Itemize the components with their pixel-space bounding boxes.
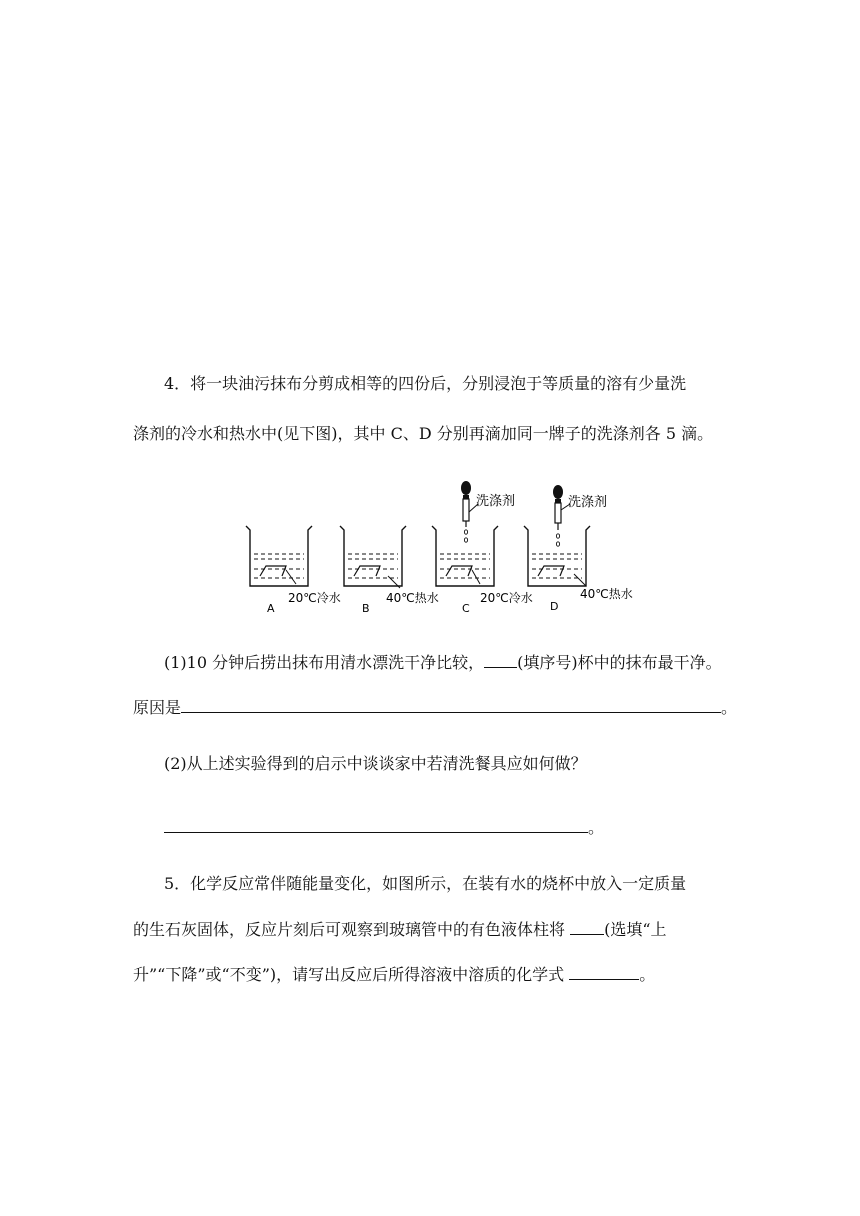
beaker-d — [524, 526, 590, 586]
beaker-c-letter: C — [462, 602, 470, 615]
q4-sub2: (2)从上述实验得到的启示中谈谈家中若清洗餐具应如何做？ — [164, 754, 587, 773]
beaker-b-letter: B — [362, 602, 370, 615]
dropper-c-label: 洗涤剂 — [476, 494, 516, 509]
q4-sub1-reason: 原因是 。 — [133, 698, 738, 717]
beaker-d-letter: D — [550, 600, 559, 613]
q4-line-1: 4．将一块油污抹布分剪成相等的四份后，分别浸泡于等质量的溶有少量洗 — [164, 374, 687, 393]
dropper-bulb-icon — [461, 481, 471, 495]
beaker-c-label: 20℃冷水 — [480, 591, 533, 605]
beaker-a — [246, 526, 312, 586]
dropper-bulb-icon — [553, 485, 563, 499]
cloth-icon — [354, 566, 380, 576]
beaker-figure — [240, 478, 660, 618]
answer-blank-advice[interactable] — [164, 817, 588, 833]
cloth-icon — [260, 566, 286, 576]
drop-icon — [556, 534, 559, 538]
drop-icon — [464, 530, 467, 534]
answer-blank-formula[interactable] — [569, 964, 639, 980]
cloth-icon — [446, 566, 472, 576]
beaker-a-letter: A — [267, 602, 275, 615]
dropper-c — [461, 481, 478, 542]
q5-line-2: 的生石灰固体，反应片刻后可观察到玻璃管中的有色液体柱将 (选填“上 — [133, 920, 667, 939]
q5-line-1: 5．化学反应常伴随能量变化，如图所示，在装有水的烧杯中放入一定质量 — [164, 874, 687, 893]
q4-line-2: 涤剂的冷水和热水中(见下图)，其中 C、D 分别再滴加同一牌子的洗涤剂各 5 滴。 — [133, 424, 714, 443]
drop-icon — [556, 542, 559, 546]
beaker-b — [340, 526, 406, 588]
answer-blank-reason[interactable] — [181, 697, 721, 713]
drop-icon — [464, 538, 467, 542]
q4-sub2-answer: 。 — [164, 817, 604, 838]
beaker-d-label: 40℃热水 — [580, 587, 633, 601]
dropper-d-label: 洗涤剂 — [568, 495, 608, 510]
answer-blank-liquid-column[interactable] — [570, 919, 604, 935]
beaker-b-label: 40℃热水 — [386, 591, 439, 605]
q5-line-3: 升”“下降”或“不变”)，请写出反应后所得溶液中溶质的化学式 。 — [133, 965, 656, 984]
answer-blank-cup[interactable] — [484, 652, 517, 668]
cloth-icon — [538, 566, 564, 576]
q4-sub1: (1)10 分钟后捞出抹布用清水漂洗干净比较， (填序号)杯中的抹布最干净。 — [164, 653, 722, 672]
beaker-a-label: 20℃冷水 — [288, 591, 341, 605]
beaker-c — [432, 526, 498, 586]
